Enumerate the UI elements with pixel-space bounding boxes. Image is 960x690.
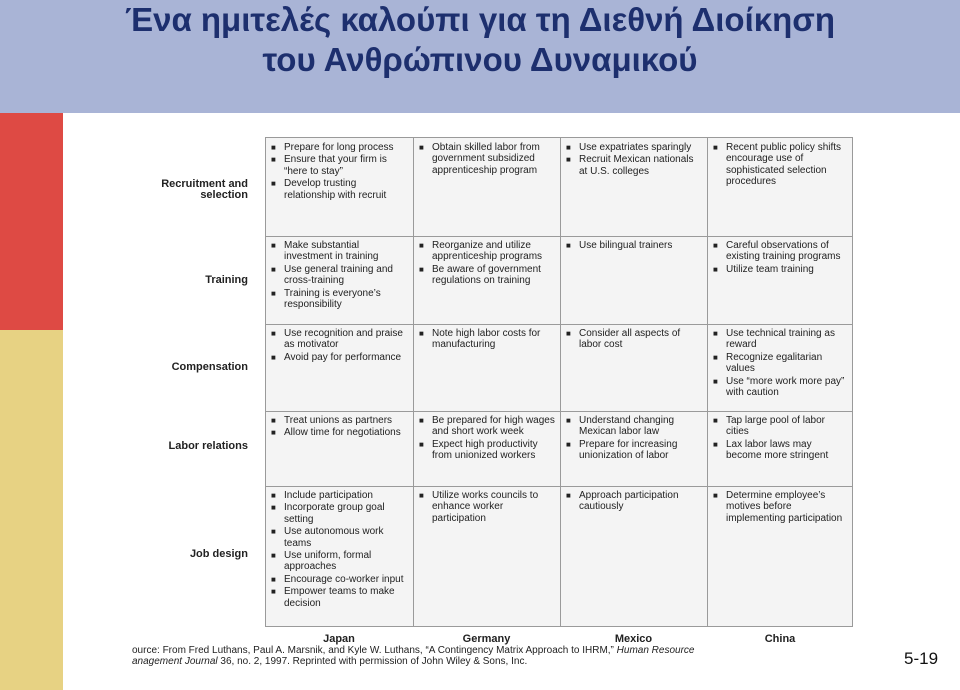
column-divider [707,137,708,627]
bullet-item: ■ Use bilingual trainers [565,240,703,251]
bullet-item: ■ Determine employee’s motives before implementing participation [712,490,848,524]
matrix-cell [565,142,703,178]
matrix-cell [712,142,848,189]
title-banner [0,0,960,113]
bullet-item: ■ Training is everyone’s responsibility [270,288,408,311]
bullet-list [418,142,556,176]
matrix-cell [270,240,408,311]
row-label-training: Training [205,274,248,286]
row-divider [265,411,853,412]
matrix-cell [712,240,848,276]
matrix-cell [418,328,556,352]
bullet-list [270,415,408,439]
row-divider [265,324,853,325]
matrix-cell [418,415,556,463]
row-divider [265,486,853,487]
column-label-mexico: Mexico [614,633,653,645]
bullet-item: ■ Be aware of government regulations on training [418,264,556,287]
bullet-item: ■ Treat unions as partners [270,415,408,426]
source-citation-line-1: ource: From Fred Luthans, Paul A. Marsnik, and Kyle W. Luthans, “A Contingency Matrix Approach to IHRM,” Human Resource [132,645,695,656]
bullet-item: ■ Use recognition and praise as motivator [270,328,408,351]
matrix-cell [270,490,408,610]
bullet-item: ■ Approach participation cautiously [565,490,703,513]
bullet-item: ■ Recent public policy shifts encourage use of sophisticated selection procedures [712,142,848,188]
matrix-cell [418,240,556,288]
matrix-cell [565,415,703,463]
bullet-item: ■ Make substantial investment in training [270,240,408,263]
bullet-item: ■ Use “more work more pay” with caution [712,376,848,399]
slide-title-line-2: του Ανθρώπινου Δυναμικού [262,41,698,78]
bullet-item: ■ Careful observations of existing training programs [712,240,848,263]
bullet-item: ■ Ensure that your firm is “here to stay” [270,154,408,177]
bullet-item: ■ Lax labor laws may become more stringent [712,439,848,462]
bullet-list [418,328,556,351]
slide-title-line-1: Ένα ημιτελές καλούπι για τη Διεθνή Διοίκηση [124,1,836,38]
bullet-item: ■ Obtain skilled labor from government subsidized apprenticeship program [418,142,556,176]
accent-bar-yellow [0,330,63,690]
bullet-item: ■ Reorganize and utilize apprenticeship programs [418,240,556,263]
bullet-list [418,240,556,287]
bullet-item: ■ Be prepared for high wages and short work week [418,415,556,438]
column-divider [413,137,414,627]
bullet-list [565,415,703,462]
bullet-list [712,142,848,188]
bullet-item: ■ Tap large pool of labor cities [712,415,848,438]
source-citation-line-2: anagement Journal 36, no. 2, 1997. Reprinted with permission of John Wiley & Sons, Inc. [132,656,528,667]
bullet-list [712,490,848,524]
bullet-list [712,240,848,275]
matrix-cell [565,328,703,352]
matrix-cell [712,415,848,463]
bullet-item: ■ Consider all aspects of labor cost [565,328,703,351]
bullet-item: ■ Use expatriates sparingly [565,142,703,153]
accent-bar-red [0,113,63,330]
bullet-item: ■ Incorporate group goal setting [270,502,408,525]
bullet-item: ■ Avoid pay for performance [270,352,408,363]
bullet-item: ■ Use general training and cross-training [270,264,408,287]
bullet-item: ■ Use uniform, formal approaches [270,550,408,573]
bullet-list [565,328,703,351]
matrix-cell [270,328,408,364]
row-label-compensation: Compensation [171,361,248,373]
bullet-item: ■ Recruit Mexican nationals at U.S. colleges [565,154,703,177]
bullet-item: ■ Utilize works councils to enhance worker participation [418,490,556,524]
bullet-item: ■ Allow time for negotiations [270,427,408,438]
bullet-item: ■ Prepare for long process [270,142,408,153]
bullet-list [270,240,408,310]
bullet-list [270,490,408,609]
bullet-list [565,240,703,251]
bullet-item: ■ Understand changing Mexican labor law [565,415,703,438]
bullet-item: ■ Note high labor costs for manufacturing [418,328,556,351]
matrix-cell [712,328,848,399]
column-label-japan: Japan [323,633,355,645]
matrix-cell [565,490,703,514]
bullet-item: ■ Include participation [270,490,408,501]
bullet-list [712,328,848,398]
bullet-list [270,142,408,201]
bullet-item: ■ Develop trusting relationship with recruit [270,178,408,201]
bullet-list [565,142,703,177]
matrix-cell [418,490,556,525]
bullet-list [712,415,848,462]
page-number: 5-19 [904,649,939,668]
matrix-cell [712,490,848,525]
row-label-job-design: Job design [189,548,248,560]
bullet-item: ■ Use autonomous work teams [270,526,408,549]
bullet-item: ■ Expect high productivity from unionized workers [418,439,556,462]
row-label-labor-relations: Labor relations [168,440,248,452]
bullet-item: ■ Encourage co-worker input [270,574,408,585]
bullet-list [418,415,556,462]
column-divider [560,137,561,627]
bullet-item: ■ Empower teams to make decision [270,586,408,609]
bullet-item: ■ Recognize egalitarian values [712,352,848,375]
matrix-cell [270,142,408,202]
bullet-item: ■ Utilize team training [712,264,848,275]
matrix-cell [565,240,703,252]
column-label-germany: Germany [462,633,511,645]
column-label-china: China [764,633,796,645]
bullet-list [270,328,408,363]
matrix-cell [270,415,408,440]
bullet-item: ■ Prepare for increasing unionization of labor [565,439,703,462]
bullet-list [565,490,703,513]
bullet-item: ■ Use technical training as reward [712,328,848,351]
matrix-cell [418,142,556,177]
row-divider [265,236,853,237]
row-label-recruitment: Recruitment and selection [161,178,248,201]
bullet-list [418,490,556,524]
